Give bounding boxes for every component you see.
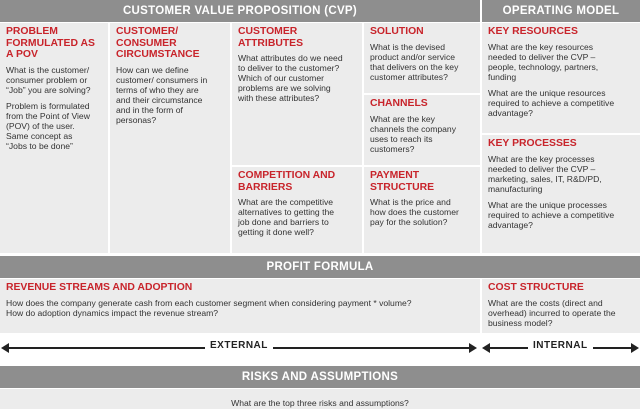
cost-title: COST STRUCTURE (488, 282, 584, 293)
internal-right-arrowhead (631, 343, 639, 353)
key-resources-cell (482, 23, 640, 133)
competition-title: COMPETITION AND BARRIERS (238, 170, 336, 193)
internal-label: INTERNAL (528, 340, 593, 351)
key-processes-text-1: What are the key processes needed to deliver the CVP – marketing, sales, IT, R&D/PD, manufacturing (488, 153, 602, 194)
cost-cell (482, 279, 640, 333)
problem-text-1: What is the customer/ consumer problem or “Job” you are solving? (6, 64, 91, 95)
cvp-header: CUSTOMER VALUE PROPOSITION (CVP) (0, 0, 480, 22)
key-resources-title: KEY RESOURCES (488, 26, 578, 37)
solution-text: What is the devised product and/or service that delivers on the key customer attributes? (370, 41, 459, 82)
revenue-cell (0, 279, 480, 333)
channels-text: What are the key channels the company uses to reach its customers? (370, 113, 456, 154)
circumstance-cell (110, 23, 230, 253)
revenue-text: How does the company generate cash from each customer segment when considering payment * volume? How do adoption dynamics impact the revenue stream? (6, 297, 412, 318)
key-processes-cell (482, 135, 640, 253)
external-right-arrowhead (469, 343, 477, 353)
attributes-cell (232, 23, 362, 165)
attributes-text: What attributes do we need to deliver to the customer? Which of our customer problems are we solving with these attributes? (238, 53, 343, 103)
payment-title: PAYMENT STRUCTURE (370, 170, 435, 193)
operating-model-header: OPERATING MODEL (482, 0, 640, 22)
channels-title: CHANNELS (370, 98, 428, 109)
revenue-title: REVENUE STREAMS AND ADOPTION (6, 282, 193, 293)
scope-axis (0, 338, 640, 358)
solution-title: SOLUTION (370, 26, 424, 37)
competition-cell (232, 167, 362, 253)
solution-cell (364, 23, 480, 93)
circumstance-title: CUSTOMER/ CONSUMER CIRCUMSTANCE (116, 26, 200, 60)
payment-cell (364, 167, 480, 253)
profit-formula-header: PROFIT FORMULA (0, 256, 640, 278)
internal-left-arrowhead (482, 343, 490, 353)
problem-cell (0, 23, 108, 253)
risks-header: RISKS AND ASSUMPTIONS (0, 366, 640, 388)
cost-text: What are the costs (direct and overhead) incurred to operate the business model? (488, 297, 616, 328)
attributes-title: CUSTOMER ATTRIBUTES (238, 26, 304, 49)
competition-text: What are the competitive alternatives to getting the job done and barriers to getting it done well? (238, 197, 335, 237)
external-left-arrowhead (1, 343, 9, 353)
key-resources-text-2: What are the unique resources required to achieve a competitive advantage? (488, 87, 615, 118)
risks-text: What are the top three risks and assumptions? (231, 398, 409, 408)
payment-text: What is the price and how does the customer pay for the solution? (370, 197, 459, 227)
problem-title: PROBLEM FORMULATED AS A POV (6, 26, 95, 60)
key-processes-text-2: What are the unique processes required to achieve a competitive advantage? (488, 199, 615, 230)
external-label: EXTERNAL (205, 340, 273, 351)
problem-text-2: Problem is formulated from the Point of View (POV) of the user. Same concept as “Jobs to be done” (6, 100, 90, 151)
key-resources-text-1: What are the key resources needed to deliver the CVP – people, technology, partners, funding (488, 41, 599, 82)
circumstance-text: How can we define customer/ consumers in terms of who they are and their circumstance and in the form of personas? (116, 64, 208, 125)
channels-cell (364, 95, 480, 165)
key-processes-title: KEY PROCESSES (488, 138, 577, 149)
risks-cell (0, 389, 640, 409)
